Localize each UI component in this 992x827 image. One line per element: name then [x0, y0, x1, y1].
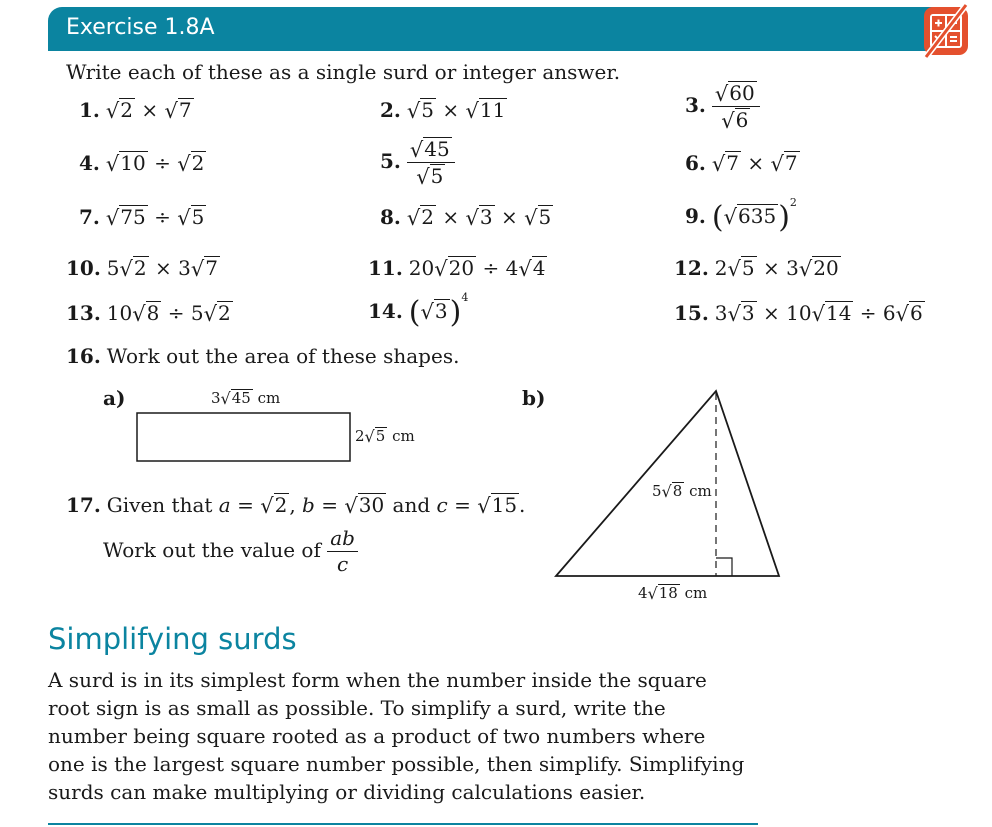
section-divider	[48, 823, 758, 825]
question-2: 2. √5 × √11	[380, 98, 506, 123]
question-15: 15. 3√3 × 10√14 ÷ 6√6	[674, 301, 923, 326]
instructions: Write each of these as a single surd or integer answer.	[66, 60, 621, 84]
triangle-base-label: 4√18 cm	[638, 584, 708, 603]
question-3: 3. $\frac{√60}{√6}$	[685, 80, 760, 134]
question-4: 4. √10 ÷ √2	[79, 151, 205, 176]
rectangle-height-label: 2√5 cm	[355, 427, 415, 446]
section-heading: Simplifying surds	[48, 622, 297, 656]
question-14: 14. $(√3)^4$	[368, 291, 469, 330]
question-16: 16. Work out the area of these shapes.	[66, 344, 460, 368]
question-7: 7. √75 ÷ √5	[79, 205, 205, 230]
question-12: 12. 2√5 × 3√20	[674, 256, 839, 281]
rectangle-shape	[137, 413, 350, 461]
question-1: 1. √2 × √7	[79, 98, 192, 123]
question-17: 17. Given that a = √2 , b = √30 and c = √15 .	[66, 493, 526, 518]
section-paragraph: A surd is in its simplest form when the number inside the square root sign is as small as possible. To simplify a surd, write the number being square rooted as a product of two numbers where one is the largest square number possible, then simplify. Simplifying surds can make multiplying or dividing calculations easier.	[48, 668, 745, 804]
question-10: 10. 5√2 × 3√7	[66, 256, 218, 281]
question-8: 8. √2 × √3 × √5	[380, 205, 552, 230]
triangle-height-label: 5√8 cm	[652, 482, 712, 501]
question-5: 5. $\frac{√45}{√5}$	[380, 136, 455, 190]
exercise-title: Exercise 1.8A	[66, 15, 215, 40]
question-9: 9. $(√635)^2$	[685, 196, 797, 235]
question-11: 11. 20√20 ÷ 4√4	[368, 256, 546, 281]
right-angle-marker	[716, 558, 732, 576]
rectangle-width-label: 3√45 cm	[211, 389, 281, 408]
question-17-task: Work out the value of $\frac{ab}{c}$	[103, 526, 358, 577]
question-13: 13. 10√8 ÷ 5√2	[66, 301, 231, 326]
part-b-label: b)	[522, 386, 546, 410]
part-a-label: a)	[103, 386, 126, 410]
question-6: 6. √7 × √7	[685, 151, 798, 176]
